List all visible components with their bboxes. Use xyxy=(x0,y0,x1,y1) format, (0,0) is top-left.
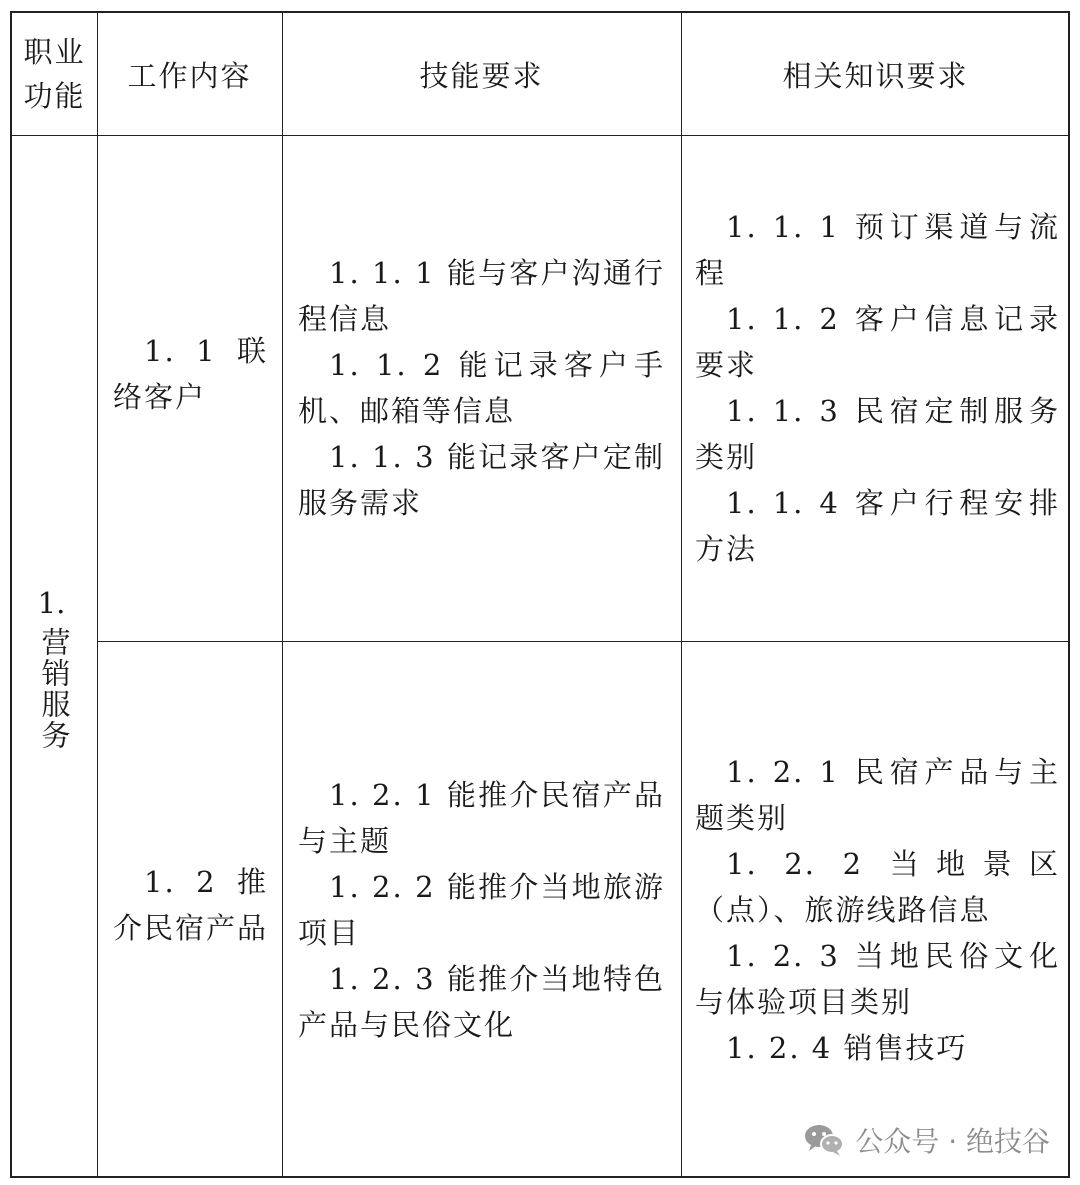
header-skills: 技能要求 xyxy=(419,58,544,93)
skill-1-3: 1. 1. 3 能记录客户定制服务需求 xyxy=(298,440,665,520)
skill-1-2: 1. 1. 2 能记录客户手机、邮箱等信息 xyxy=(298,348,665,428)
competency-table xyxy=(10,11,1070,1178)
function-name: 营销服务 xyxy=(37,626,72,751)
work-content-2 xyxy=(97,641,282,1178)
header-function xyxy=(12,13,97,135)
header-function-line2: 功能 xyxy=(23,79,86,113)
skills-2 xyxy=(282,641,681,1178)
work-content-1-text: 1. 1 联络客户 xyxy=(113,334,268,414)
function-cell xyxy=(12,135,97,1178)
knowledge-1-2: 1. 1. 2 客户信息记录要求 xyxy=(695,302,1060,382)
work-content-1 xyxy=(97,135,282,641)
knowledge-1-4: 1. 1. 4 客户行程安排方法 xyxy=(695,486,1060,566)
watermark xyxy=(803,1120,1050,1160)
skill-2-2: 1. 2. 2 能推介当地旅游项目 xyxy=(298,869,665,950)
function-number: 1. xyxy=(37,585,66,620)
header-knowledge: 相关知识要求 xyxy=(782,58,969,93)
knowledge-1 xyxy=(681,135,1070,641)
knowledge-2 xyxy=(681,641,1070,1178)
header-work-content: 工作内容 xyxy=(127,58,252,93)
knowledge-1-1: 1. 1. 1 预订渠道与流程 xyxy=(695,210,1060,290)
knowledge-2-3: 1. 2. 3 当地民俗文化与体验项目类别 xyxy=(695,938,1060,1019)
skill-2-1: 1. 2. 1 能推介民宿产品与主题 xyxy=(298,777,665,858)
wechat-icon xyxy=(803,1122,845,1158)
watermark-text: 公众号 · 绝技谷 xyxy=(855,1125,1050,1158)
skill-1-1: 1. 1. 1 能与客户沟通行程信息 xyxy=(298,256,665,336)
knowledge-2-1: 1. 2. 1 民宿产品与主题类别 xyxy=(695,754,1060,835)
header-function-line1: 职业 xyxy=(23,35,86,69)
skills-1 xyxy=(282,135,681,641)
work-content-2-text: 1. 2 推介民宿产品 xyxy=(113,864,269,945)
knowledge-2-4: 1. 2. 4 销售技巧 xyxy=(726,1030,968,1065)
skill-2-3: 1. 2. 3 能推介当地特色产品与民俗文化 xyxy=(298,961,665,1042)
knowledge-1-3: 1. 1. 3 民宿定制服务类别 xyxy=(695,394,1060,474)
knowledge-2-2: 1. 2. 2 当地景区（点）、旅游线路信息 xyxy=(695,846,1060,927)
